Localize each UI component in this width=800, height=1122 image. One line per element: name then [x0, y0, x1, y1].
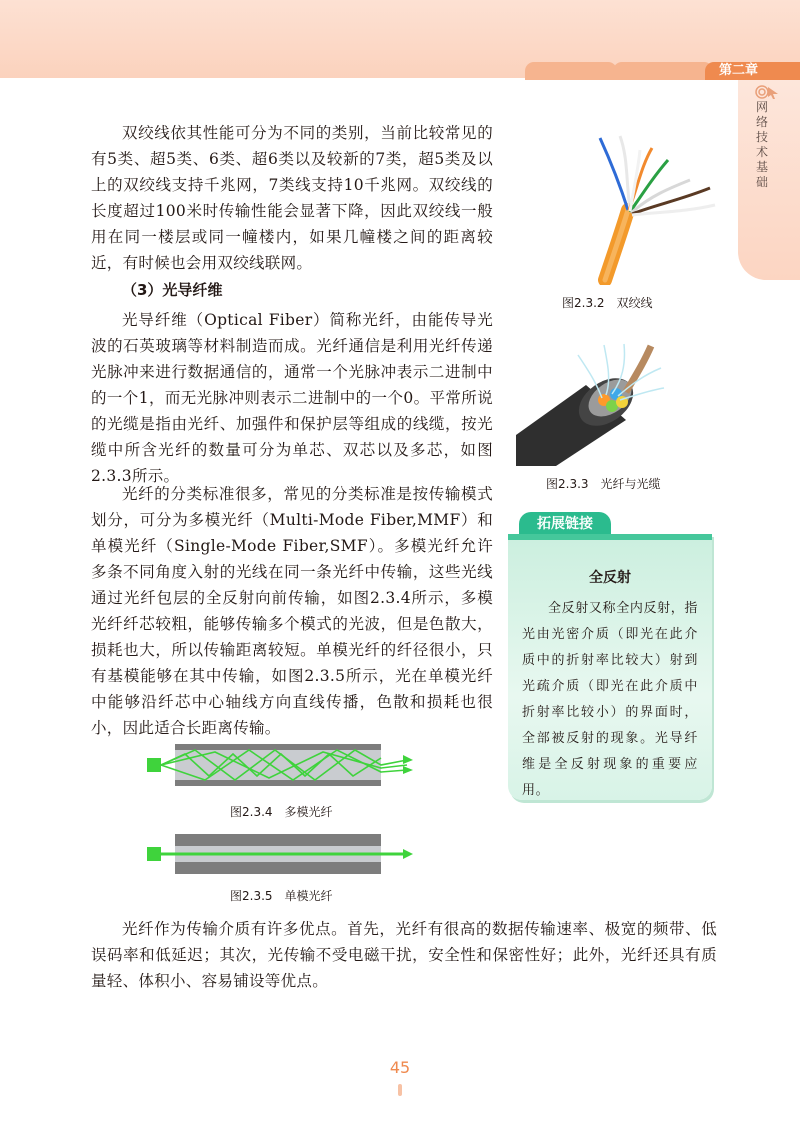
chapter-label: 第二章: [705, 62, 800, 80]
extension-title: 全反射: [589, 570, 631, 586]
figure-caption-2-3-2: 图2.3.2 双绞线: [562, 296, 653, 310]
extension-link-tag: 拓展链接: [519, 512, 611, 536]
twisted-pair-image: [560, 130, 720, 285]
page-number-mark: [398, 1084, 402, 1096]
figure-caption-2-3-4: 图2.3.4 多模光纤: [230, 805, 333, 819]
extension-body: 全反射又称全内反射，指光由光密介质（即光在此介质中的折射率比较大）射到光疏介质（即光在此介质中折射率比较小）的界面时，全部被反射的现象。光导纤维是全反射现象的重要应用。: [522, 601, 698, 798]
figure-caption-2-3-5: 图2.3.5 单模光纤: [230, 889, 333, 903]
side-section-label: 网络技术基础: [755, 100, 768, 189]
fiber-cable-image: [516, 340, 666, 466]
single-mode-fiber-diagram: [145, 832, 415, 876]
figure-caption-2-3-3: 图2.3.3 光纤与光缆: [546, 477, 661, 491]
cursor-icon: [754, 84, 782, 100]
paragraph-optical-fiber: 光导纤维（Optical Fiber）简称光纤，由能传导光波的石英玻璃等材料制造而成。光纤通信是利用光纤传递光脉冲来进行数据通信的，通常一个光脉冲表示二进制中的一个1，而无光脉冲则表示二进制中的一个0。平常所说的光缆是指由光纤、加强件和保护层等组成的线缆，按光缆中所含光纤的数量可分为单芯、双芯以及多芯，如图2.3.3所示。: [91, 311, 493, 485]
multimode-fiber-diagram: [145, 740, 415, 790]
section-heading-optical-fiber: （3）光导纤维: [122, 281, 223, 299]
paragraph-fiber-modes: 光纤的分类标准很多，常见的分类标准是按传输模式划分，可分为多模光纤（Multi-Mode Fiber,MMF）和单模光纤（Single-Mode Fiber,SMF）。多模光纤允许多条不同角度入射的光线在同一条光纤中传输，这些光线通过光纤包层的全反射向前传输，如图2.3.4所示，多模光纤纤芯较粗，能够传输多个模式的光波，但是色散大，损耗也大，所以传输距离较短。单模光纤的纤径很小，只有基模能够在其中传输，如图2.3.5所示，光在单模光纤中能够沿纤芯中心轴线方向直线传播，色散和损耗也很小，因此适合长距离传输。: [91, 485, 493, 737]
paragraph-twisted-pair: 双绞线依其性能可分为不同的类别，当前比较常见的有5类、超5类、6类、超6类以及较新的7类，超5类及以上的双绞线支持千兆网，7类线支持10千兆网。双绞线的长度超过100米时传输性能会显著下降，因此双绞线一般用在同一楼层或同一幢楼内，如果几幢楼之间的距离较近，有时候也会用双绞线联网。: [91, 124, 493, 272]
page-number: 45: [389, 1058, 411, 1077]
paragraph-fiber-advantages: 光纤作为传输介质有许多优点。首先，光纤有很高的数据传输速率、极宽的频带、低误码率和低延迟；其次，光传输不受电磁干扰，安全性和保密性好；此外，光纤还具有质量轻、体积小、容易铺设等优点。: [91, 920, 717, 990]
